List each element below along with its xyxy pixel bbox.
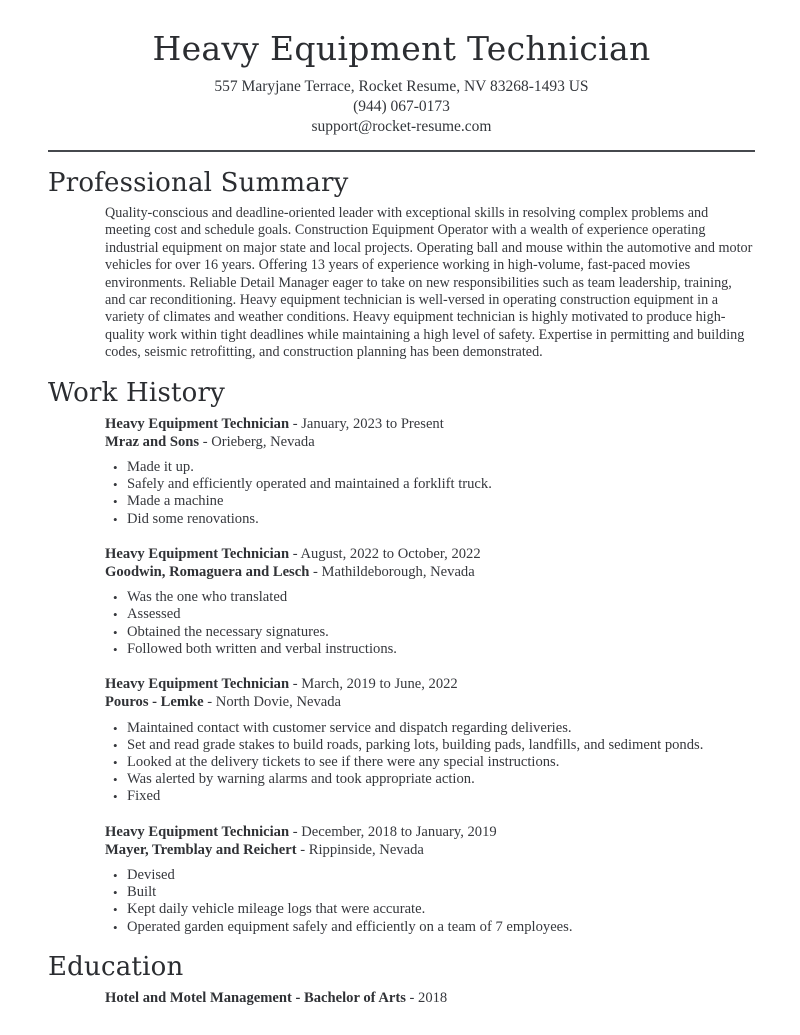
job-company-line — [105, 433, 755, 451]
section-professional-summary — [48, 168, 755, 362]
education-year: - 2018 — [405, 989, 448, 1006]
job-bullet: • Made it up. — [105, 459, 755, 476]
job-company-line — [105, 841, 755, 859]
job-dates: - March, 2019 to June, 2022 — [289, 676, 458, 693]
job-title: Heavy Equipment Technician — [105, 676, 290, 693]
job-bullet: • Fixed — [105, 788, 755, 805]
job-dates: - December, 2018 to January, 2019 — [289, 823, 497, 840]
section-education — [48, 952, 755, 1007]
job-bullet: • Maintained contact with customer service and dispatch regarding deliveries. — [105, 720, 755, 737]
resume-header — [48, 30, 755, 137]
professional-summary-heading: Professional Summary — [48, 168, 349, 198]
job-title-line — [105, 823, 755, 841]
job-location: - Rippinside, Nevada — [296, 841, 424, 858]
job-entry-2 — [105, 545, 755, 658]
job-bullet: • Operated garden equipment safely and efficiently on a team of 7 employees. — [105, 919, 755, 936]
contact-email: support@rocket-resume.com — [311, 118, 492, 135]
job-entry-4 — [105, 823, 755, 936]
professional-summary-text: Quality-conscious and deadline-oriented leader with exceptional skills in resolving complex problems and meeting cost and schedule goals. Construction Equipment Operator with a wealth of experience operating industrial equipment on major state and local projects. Operating ball and mouse within the automotive and motor vehicles for over 16 years. Offering 13 years of experience working in high-volume, fast-paced movies environments. Reliable Detail Manager eager to take on new responsibilities such as team leadership, training, and car reconditioning. Heavy equipment technician is well-versed in operating construction equipment in a variety of climates and weather conditions. Heavy equipment technician is highly motivated to produce high-quality work within tight deadlines while maintaining a high level of safety. Expertise in permitting and building codes, seismic retrofitting, and construction planning has been demonstrated. — [105, 205, 753, 361]
job-title-line — [105, 545, 755, 563]
job-bullet: • Looked at the delivery tickets to see if there were any special instructions. — [105, 754, 755, 771]
job-bullet: • Safely and efficiently operated and maintained a forklift truck. — [105, 476, 755, 493]
job-bullet: • Set and read grade stakes to build roads, parking lots, building pads, landfills, and sediment ponds. — [105, 737, 755, 754]
job-bullet-list — [105, 589, 755, 658]
job-bullet: • Did some renovations. — [105, 511, 755, 528]
header-divider — [48, 150, 755, 152]
job-title-line — [105, 675, 755, 693]
job-bullet: • Obtained the necessary signatures. — [105, 624, 755, 641]
job-bullet: • Followed both written and verbal instructions. — [105, 641, 755, 658]
job-title-line — [105, 415, 755, 433]
job-title: Heavy Equipment Technician — [105, 415, 290, 432]
job-bullet: • Kept daily vehicle mileage logs that were accurate. — [105, 901, 755, 918]
contact-phone: (944) 067-0173 — [353, 98, 450, 115]
job-entry-3 — [105, 675, 755, 805]
job-bullet: • Was alerted by warning alarms and took appropriate action. — [105, 771, 755, 788]
job-bullet: • Made a machine — [105, 493, 755, 510]
job-dates: - August, 2022 to October, 2022 — [289, 545, 481, 562]
education-entry — [105, 989, 755, 1007]
job-company: Mraz and Sons — [105, 433, 200, 450]
education-program: Hotel and Motel Management - Bachelor of Arts — [105, 989, 406, 1006]
contact-address: 557 Maryjane Terrace, Rocket Resume, NV 83268-1493 US — [214, 78, 589, 95]
job-dates: - January, 2023 to Present — [289, 415, 444, 432]
work-history-heading: Work History — [48, 377, 226, 408]
job-company-line — [105, 693, 755, 711]
job-location: - Mathildeborough, Nevada — [309, 564, 475, 581]
job-bullet-list — [105, 867, 755, 936]
job-bullet-list — [105, 720, 755, 806]
job-location: - North Dovie, Nevada — [203, 694, 342, 711]
resume-title: Heavy Equipment Technician — [152, 29, 651, 68]
job-company: Mayer, Tremblay and Reichert — [105, 841, 297, 858]
job-bullet: • Assessed — [105, 606, 755, 623]
job-bullet: • Devised — [105, 867, 755, 884]
job-bullet-list — [105, 459, 755, 528]
job-company: Goodwin, Romaguera and Lesch — [105, 564, 310, 581]
job-title: Heavy Equipment Technician — [105, 545, 290, 562]
job-bullet: • Was the one who translated — [105, 589, 755, 606]
job-company: Pouros - Lemke — [105, 694, 204, 711]
job-location: - Orieberg, Nevada — [199, 433, 315, 450]
job-entry-1 — [105, 415, 755, 528]
section-work-history — [48, 378, 755, 936]
job-bullet: • Built — [105, 884, 755, 901]
job-title: Heavy Equipment Technician — [105, 823, 290, 840]
job-company-line — [105, 563, 755, 581]
education-heading: Education — [48, 951, 184, 982]
